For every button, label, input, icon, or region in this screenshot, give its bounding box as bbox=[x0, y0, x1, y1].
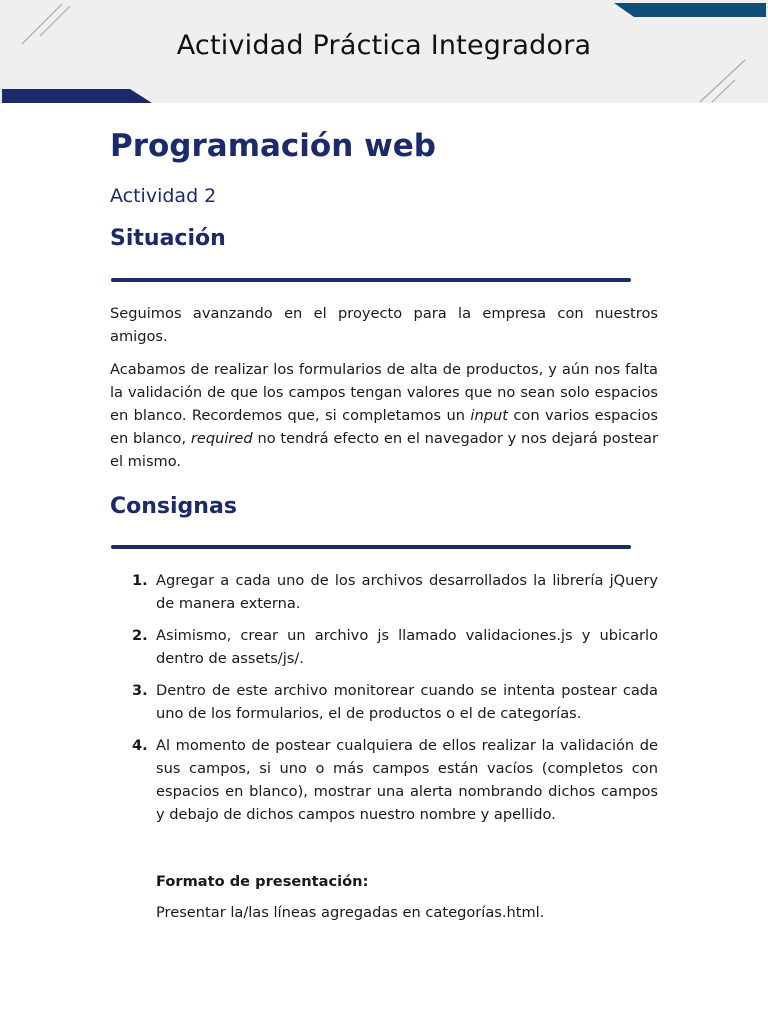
list-item-number: 1. bbox=[132, 572, 148, 589]
situation-paragraph-1: Seguimos avanzando en el proyecto para la empresa con nuestros amigos. bbox=[110, 305, 658, 345]
list-item-number: 3. bbox=[132, 682, 148, 699]
emphasis-required: required bbox=[190, 430, 253, 447]
list-item bbox=[110, 624, 658, 670]
situation-paragraph-2: Acabamos de realizar los formularios de alta de productos, y aún nos falta la validación de que los campos tengan valores que no sean solo espacios en blanco. Recordemos que, si completamos un input con varios espacios en blanco, required no tendrá efecto en el navegador y nos dejará postear el mismo. bbox=[110, 361, 658, 470]
list-item-text: Al momento de postear cualquiera de ellos realizar la validación de sus campos, si uno o más campos están vacíos (completos con espacios en blanco), mostrar una alerta nombrando dichos campos y debajo de dichos campos nuestro nombre y apellido. bbox=[156, 737, 658, 823]
list-item-text: Asimismo, crear un archivo js llamado validaciones.js y ubicarlo dentro de assets/js/. bbox=[156, 627, 658, 667]
course-title: Programación web bbox=[110, 128, 436, 164]
emphasis-input: input bbox=[470, 407, 508, 424]
list-item-text: Agregar a cada uno de los archivos desarrollados la librería jQuery de manera externa. bbox=[156, 572, 658, 612]
list-item-number: 2. bbox=[132, 627, 148, 644]
document-header-title: Actividad Práctica Integradora bbox=[176, 30, 592, 61]
activity-subtitle: Actividad 2 bbox=[110, 185, 217, 207]
presentation-format-label: Formato de presentación: bbox=[156, 873, 369, 890]
list-item bbox=[110, 569, 658, 615]
section-divider bbox=[111, 278, 631, 282]
instructions-list bbox=[110, 569, 658, 835]
list-item bbox=[110, 734, 658, 826]
situation-heading: Situación bbox=[110, 226, 226, 251]
section-divider bbox=[111, 545, 631, 549]
instructions-heading: Consignas bbox=[110, 494, 237, 519]
situation-body bbox=[110, 302, 658, 473]
list-item bbox=[110, 679, 658, 725]
list-item-text: Dentro de este archivo monitorear cuando se intenta postear cada uno de los formularios, el de productos o el de categorías. bbox=[156, 682, 658, 722]
list-item-number: 4. bbox=[132, 737, 148, 754]
presentation-format-text: Presentar la/las líneas agregadas en categorías.html. bbox=[156, 904, 545, 921]
